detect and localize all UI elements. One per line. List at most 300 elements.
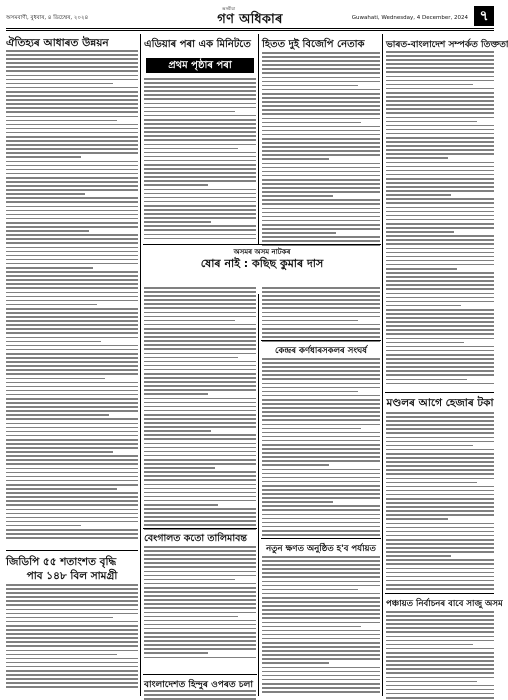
text-line (6, 357, 138, 359)
text-line (386, 104, 494, 106)
text-line (144, 225, 256, 227)
text-line (6, 275, 138, 277)
text-line (144, 426, 256, 428)
text-line (386, 498, 494, 500)
text-line (144, 402, 256, 404)
text-line (144, 180, 256, 182)
text-line (262, 320, 358, 322)
text-line (262, 436, 380, 438)
text-line (262, 489, 380, 491)
text-line (262, 240, 380, 242)
text-line (262, 481, 380, 483)
masthead-date-bengali: অসমবাণী, বুধবাৰ, ৪ ডিচেম্বৰ, ২০২৪ (6, 15, 89, 21)
text-line (144, 78, 256, 80)
text-line (6, 353, 138, 355)
masthead-rule-2 (6, 30, 494, 31)
text-line (386, 342, 464, 344)
text-line (144, 438, 256, 440)
text-line (262, 452, 380, 454)
text-line (6, 87, 138, 89)
text-line (6, 91, 138, 93)
text-line (144, 291, 256, 293)
article-headline: জিডিপি ৫৫ শতাংশত বৃদ্ধি (6, 556, 117, 568)
text-line (6, 349, 138, 351)
text-line (6, 320, 138, 322)
text-line (386, 346, 494, 348)
article-separator (261, 340, 381, 341)
text-line (386, 527, 494, 529)
text-line (386, 137, 494, 139)
text-line (6, 398, 138, 400)
text-line (262, 469, 380, 471)
article-body (262, 556, 380, 696)
text-line (262, 501, 333, 503)
text-line (144, 176, 256, 178)
text-line (6, 226, 138, 228)
text-line (262, 316, 380, 318)
text-line (386, 252, 494, 254)
text-line (386, 672, 494, 674)
text-line (386, 362, 494, 364)
text-line (6, 54, 138, 56)
text-line (386, 636, 494, 638)
text-line (386, 506, 494, 508)
text-line (386, 482, 477, 484)
text-line (144, 344, 256, 346)
text-line (6, 218, 138, 220)
text-line (262, 212, 380, 214)
text-line (386, 576, 494, 578)
text-line (386, 518, 448, 520)
text-line (6, 509, 138, 511)
text-line (6, 451, 113, 453)
text-line (144, 184, 208, 186)
text-line (386, 235, 494, 237)
text-line (144, 648, 256, 650)
text-line (144, 516, 256, 518)
text-line (262, 419, 380, 421)
text-line (6, 525, 81, 527)
text-line (386, 305, 461, 307)
text-line (144, 484, 256, 486)
text-line (144, 135, 256, 137)
text-line (6, 533, 138, 535)
text-line (144, 636, 256, 638)
text-line (386, 211, 494, 213)
text-line (262, 358, 380, 360)
text-line (386, 190, 494, 192)
text-line (6, 604, 138, 606)
text-line (6, 609, 138, 611)
text-line (6, 682, 138, 684)
text-line (144, 406, 256, 408)
text-line (262, 432, 380, 434)
text-line (386, 354, 494, 356)
text-line (262, 609, 380, 611)
text-line (386, 55, 494, 57)
text-line (6, 414, 109, 416)
text-line (262, 505, 380, 507)
text-line (144, 652, 208, 654)
text-line (262, 634, 380, 636)
text-line (144, 575, 256, 577)
text-line (262, 378, 380, 380)
text-line (386, 677, 494, 679)
text-line (386, 627, 494, 629)
text-line (386, 297, 494, 299)
text-line (6, 686, 138, 688)
text-line (386, 514, 494, 516)
text-line (262, 514, 380, 516)
article-separator (143, 528, 257, 529)
text-line (262, 626, 361, 628)
text-line (6, 386, 138, 388)
text-line (262, 295, 380, 297)
text-line (144, 644, 256, 646)
article-headline: হিতত দুই বিজেপি নেতাক (262, 39, 365, 50)
text-line (144, 640, 256, 642)
text-line (144, 90, 256, 92)
text-line (262, 199, 380, 201)
text-line (262, 232, 336, 234)
text-line (262, 158, 329, 160)
text-line (386, 648, 494, 650)
text-line (262, 138, 380, 140)
text-line (262, 460, 380, 462)
text-line (386, 92, 494, 94)
text-line (386, 84, 473, 86)
text-line (6, 341, 101, 343)
text-line (386, 71, 494, 73)
text-line (6, 670, 138, 672)
text-line (144, 447, 256, 449)
article-kicker: অসমৰ অসম নাটকৰ (233, 248, 291, 256)
text-line (144, 558, 256, 560)
text-line (262, 497, 380, 499)
text-line (262, 556, 380, 558)
text-line (144, 504, 218, 506)
text-line (262, 154, 380, 156)
text-line (6, 423, 138, 425)
text-line (6, 480, 138, 482)
text-line (386, 652, 494, 654)
text-line (386, 108, 494, 110)
text-line (386, 59, 494, 61)
text-line (386, 243, 494, 245)
text-line (6, 435, 138, 437)
text-line (144, 443, 256, 445)
text-line (262, 109, 380, 111)
text-line (386, 374, 494, 376)
text-line (262, 126, 380, 128)
text-line (262, 312, 380, 314)
text-line (386, 697, 494, 699)
text-line (262, 236, 380, 238)
text-line (144, 320, 235, 322)
text-line (144, 524, 256, 526)
text-line (386, 543, 494, 545)
text-line (6, 263, 138, 265)
text-line (144, 479, 256, 481)
text-line (144, 595, 256, 597)
text-line (262, 617, 380, 619)
text-line (6, 459, 138, 461)
text-line (6, 206, 138, 208)
text-line (262, 85, 358, 87)
text-line (6, 504, 138, 506)
text-line (262, 411, 380, 413)
text-line (386, 644, 473, 646)
text-line (144, 115, 256, 117)
text-line (386, 465, 494, 467)
text-line (6, 439, 138, 441)
text-line (144, 422, 256, 424)
text-line (386, 631, 494, 633)
text-line (144, 160, 256, 162)
text-line (144, 492, 256, 494)
masthead-rule (6, 28, 494, 29)
text-line (262, 72, 380, 74)
text-line (6, 238, 138, 240)
article-body (6, 584, 138, 696)
text-line (144, 373, 256, 375)
text-line (386, 572, 494, 574)
text-line (144, 205, 256, 207)
text-line (6, 517, 138, 519)
text-line (144, 554, 256, 556)
article-body (6, 50, 138, 546)
text-line (6, 173, 138, 175)
text-line (6, 83, 113, 85)
text-line (386, 366, 494, 368)
article-separator (143, 674, 257, 675)
text-line (144, 353, 256, 355)
text-line (262, 581, 380, 583)
text-line (262, 675, 380, 677)
article-headline: নতুন ক্ষণত অনুষ্ঠিত হ'ব পৰ্যায়ত (266, 544, 376, 554)
text-line (6, 193, 85, 195)
text-line (386, 619, 494, 621)
text-line (386, 379, 467, 381)
text-line (262, 440, 380, 442)
text-line (262, 473, 380, 475)
article-separator (143, 244, 381, 245)
text-line (386, 640, 494, 642)
text-line (386, 157, 448, 159)
text-line (6, 625, 138, 627)
text-line (262, 576, 380, 578)
text-line (144, 307, 256, 309)
text-line (144, 234, 256, 236)
text-line (386, 141, 494, 143)
newspaper-logo (212, 6, 288, 26)
article-headline: ভাৰত-বাংলাদেশ সম্পৰ্কত তিক্ততা (386, 40, 508, 50)
text-line (386, 611, 494, 613)
text-line (262, 370, 380, 372)
column-divider (140, 34, 141, 696)
text-line (262, 175, 380, 177)
text-line (386, 198, 494, 200)
text-line (144, 381, 256, 383)
text-line (144, 348, 256, 350)
text-line (386, 461, 494, 463)
text-line (386, 317, 494, 319)
text-line (6, 600, 138, 602)
text-line (262, 526, 380, 528)
text-line (262, 601, 380, 603)
text-line (262, 589, 358, 591)
text-line (6, 267, 93, 269)
text-line (6, 476, 138, 478)
text-line (386, 100, 494, 102)
text-line (386, 149, 494, 151)
text-line (144, 628, 256, 630)
text-line (6, 210, 138, 212)
text-line (262, 179, 380, 181)
text-line (262, 667, 380, 669)
text-line (386, 563, 494, 565)
text-line (386, 685, 494, 687)
text-line (6, 654, 117, 656)
text-line (262, 93, 380, 95)
text-line (6, 128, 138, 130)
text-line (144, 385, 256, 387)
text-line (6, 447, 138, 449)
text-line (6, 662, 138, 664)
text-line (6, 185, 138, 187)
text-line (6, 369, 138, 371)
text-line (144, 131, 256, 133)
text-line (386, 453, 494, 455)
text-line (386, 523, 494, 525)
text-line (386, 383, 494, 385)
article-headline: পঞ্চায়ত নিৰ্বাচনৰ বাবে সাজু অসম (386, 599, 503, 609)
text-line (262, 399, 380, 401)
text-line (386, 358, 494, 360)
text-line (6, 144, 138, 146)
text-line (6, 621, 138, 623)
text-line (262, 52, 380, 54)
text-line (144, 209, 256, 211)
text-line (262, 113, 380, 115)
text-line (386, 186, 494, 188)
text-line (262, 150, 380, 152)
text-line (386, 112, 494, 114)
text-line (262, 658, 380, 660)
text-line (386, 284, 494, 286)
text-line (386, 133, 494, 135)
text-line (262, 415, 380, 417)
text-line (144, 566, 256, 568)
article-body (144, 690, 256, 696)
text-line (262, 650, 380, 652)
text-line (262, 332, 380, 334)
text-line (144, 475, 256, 477)
text-line (386, 449, 494, 451)
text-line (386, 333, 494, 335)
text-line (6, 197, 138, 199)
text-line (386, 293, 494, 295)
text-line (262, 572, 380, 574)
text-line (144, 690, 256, 692)
text-line (262, 464, 329, 466)
text-line (6, 251, 138, 253)
text-line (6, 337, 138, 339)
text-line (386, 370, 494, 372)
text-line (6, 304, 97, 306)
text-line (6, 332, 138, 334)
article-separator (261, 538, 381, 539)
article-headline: ঐতিহ্যৰ আধাৰত উন্নয়ন (6, 37, 109, 49)
article-headline: পাব ১৪৮ বিল সামগ্ৰী (26, 570, 118, 582)
text-line (386, 51, 494, 53)
article-headline: বেংগালত কতো তালিমাবন্ত (144, 533, 247, 544)
article-body (262, 287, 380, 337)
text-line (144, 201, 256, 203)
text-line (144, 94, 256, 96)
text-line (144, 377, 256, 379)
text-line (6, 50, 138, 52)
text-line (386, 80, 494, 82)
text-line (144, 616, 238, 618)
text-line (262, 444, 380, 446)
text-line (262, 564, 380, 566)
text-line (262, 97, 380, 99)
text-line (6, 296, 138, 298)
text-line (262, 224, 380, 226)
text-line (386, 664, 494, 666)
text-line (6, 124, 138, 126)
text-line (262, 662, 329, 664)
text-line (6, 658, 138, 660)
text-line (386, 321, 494, 323)
text-line (386, 313, 494, 315)
text-line (386, 469, 494, 471)
text-line (386, 182, 494, 184)
article-body (262, 52, 380, 242)
text-line (386, 227, 494, 229)
text-line (262, 60, 380, 62)
text-line (6, 177, 138, 179)
text-line (262, 683, 380, 685)
text-line (6, 234, 138, 236)
text-line (386, 178, 494, 180)
section-banner: প্ৰথম পৃষ্ঠাৰ পৰা (146, 58, 254, 73)
article-body (144, 546, 256, 672)
text-line (386, 96, 494, 98)
text-line (144, 357, 238, 359)
text-line (144, 238, 256, 240)
text-line (144, 328, 256, 330)
text-line (144, 434, 256, 436)
text-line (386, 478, 494, 480)
text-line (6, 222, 138, 224)
text-line (262, 448, 380, 450)
text-line (262, 560, 380, 562)
text-line (386, 424, 494, 426)
text-line (386, 457, 494, 459)
text-line (386, 256, 494, 258)
text-line (6, 324, 138, 326)
text-line (144, 221, 211, 223)
text-line (6, 390, 138, 392)
text-line (6, 169, 138, 171)
text-line (6, 103, 138, 105)
column-divider (258, 294, 259, 696)
text-line (386, 288, 494, 290)
article-body (144, 78, 256, 242)
text-line (386, 437, 494, 439)
